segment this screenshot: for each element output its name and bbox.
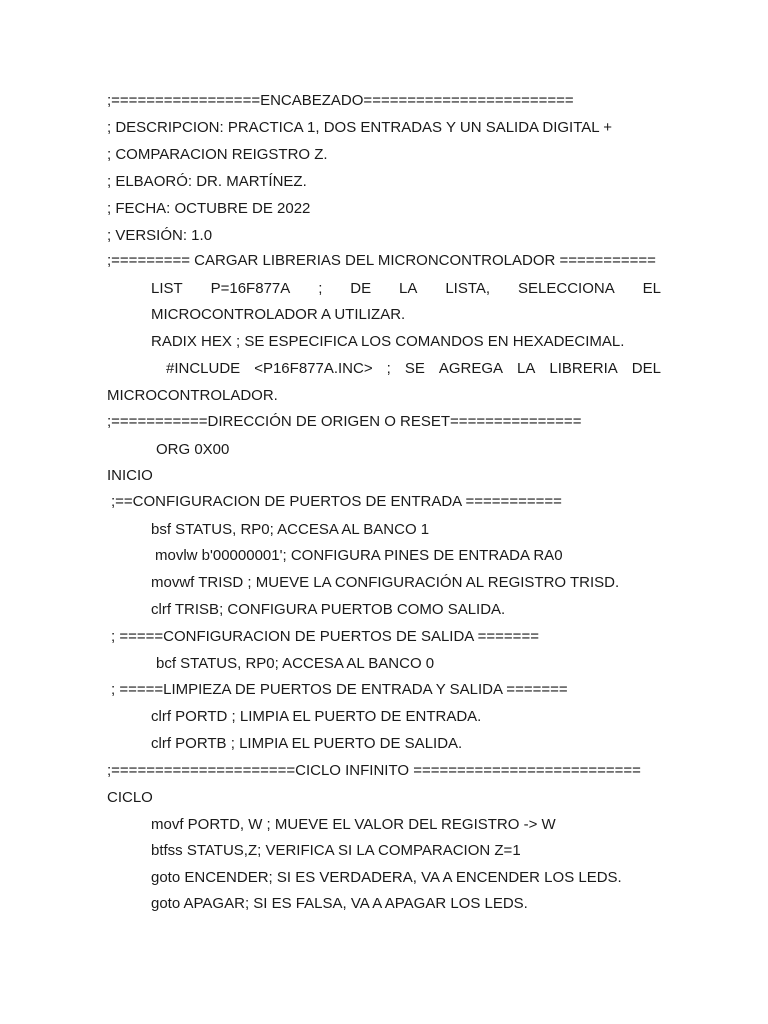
input-ports-banner: ;==CONFIGURACION DE PUERTOS DE ENTRADA =========== — [111, 493, 562, 510]
list-directive-line — [151, 280, 661, 298]
include-word: <P16F877A.INC> — [254, 360, 373, 377]
include-word: ; — [386, 360, 391, 377]
output-ports-banner: ; =====CONFIGURACION DE PUERTOS DE SALIDA ======= — [111, 628, 539, 645]
description-continuation: ; COMPARACION REIGSTRO Z. — [107, 146, 328, 163]
version-line: ; VERSIÓN: 1.0 — [107, 227, 213, 244]
list-word: EL — [642, 280, 661, 297]
description-line: ; DESCRIPCION: PRACTICA 1, DOS ENTRADAS Y UN SALIDA DIGITAL + — [107, 119, 612, 136]
date-line: ; FECHA: OCTUBRE DE 2022 — [107, 200, 311, 217]
code-line: movf PORTD, W ; MUEVE EL VALOR DEL REGISTRO -> W — [151, 816, 556, 833]
infinite-loop-banner: ;=====================CICLO INFINITO ========================== — [107, 762, 641, 779]
code-line: clrf PORTB ; LIMPIA EL PUERTO DE SALIDA. — [151, 735, 463, 752]
include-word: LA — [517, 360, 536, 377]
code-line: bsf STATUS, RP0; ACCESA AL BANCO 1 — [151, 521, 430, 538]
org-directive: ORG 0X00 — [156, 441, 230, 458]
list-word: P=16F877A — [210, 280, 291, 297]
list-word: LISTA, — [445, 280, 491, 297]
code-line: movwf TRISD ; MUEVE LA CONFIGURACIÓN AL REGISTRO TRISD. — [151, 574, 620, 591]
origin-banner: ;===========DIRECCIÓN DE ORIGEN O RESET=============== — [107, 413, 582, 430]
include-word: #INCLUDE — [166, 360, 241, 377]
code-line: goto ENCENDER; SI ES VERDADERA, VA A ENCENDER LOS LEDS. — [151, 869, 622, 886]
radix-directive: RADIX HEX ; SE ESPECIFICA LOS COMANDOS EN HEXADECIMAL. — [151, 333, 625, 350]
include-word: SE — [404, 360, 425, 377]
list-word: LA — [399, 280, 418, 297]
code-line: btfss STATUS,Z; VERIFICA SI LA COMPARACION Z=1 — [151, 842, 521, 859]
list-directive-continuation: MICROCONTROLADOR A UTILIZAR. — [151, 306, 406, 323]
code-line: goto APAGAR; SI ES FALSA, VA A APAGAR LOS LEDS. — [151, 895, 528, 912]
label-ciclo: CICLO — [107, 789, 153, 806]
include-word: LIBRERIA — [549, 360, 618, 377]
list-word: SELECCIONA — [518, 280, 615, 297]
list-word: DE — [350, 280, 372, 297]
code-line: movlw b'00000001'; CONFIGURA PINES DE ENTRADA RA0 — [155, 547, 563, 564]
include-directive-continuation: MICROCONTROLADOR. — [107, 387, 278, 404]
label-inicio: INICIO — [107, 467, 153, 484]
list-word: LIST — [151, 280, 183, 297]
cleanup-banner: ; =====LIMPIEZA DE PUERTOS DE ENTRADA Y SALIDA ======= — [111, 681, 568, 698]
include-directive-line — [166, 360, 661, 378]
include-word: DEL — [631, 360, 661, 377]
include-word: AGREGA — [438, 360, 504, 377]
author-line: ; ELBAORÓ: DR. MARTÍNEZ. — [107, 173, 307, 190]
header-banner: ;=================ENCABEZADO======================== — [107, 92, 574, 109]
list-word: ; — [318, 280, 323, 297]
code-line: clrf PORTD ; LIMPIA EL PUERTO DE ENTRADA. — [151, 708, 482, 725]
code-line: bcf STATUS, RP0; ACCESA AL BANCO 0 — [156, 655, 435, 672]
libraries-banner: ;========= CARGAR LIBRERIAS DEL MICRONCONTROLADOR =========== — [107, 252, 656, 269]
code-line: clrf TRISB; CONFIGURA PUERTOB COMO SALIDA. — [151, 601, 506, 618]
